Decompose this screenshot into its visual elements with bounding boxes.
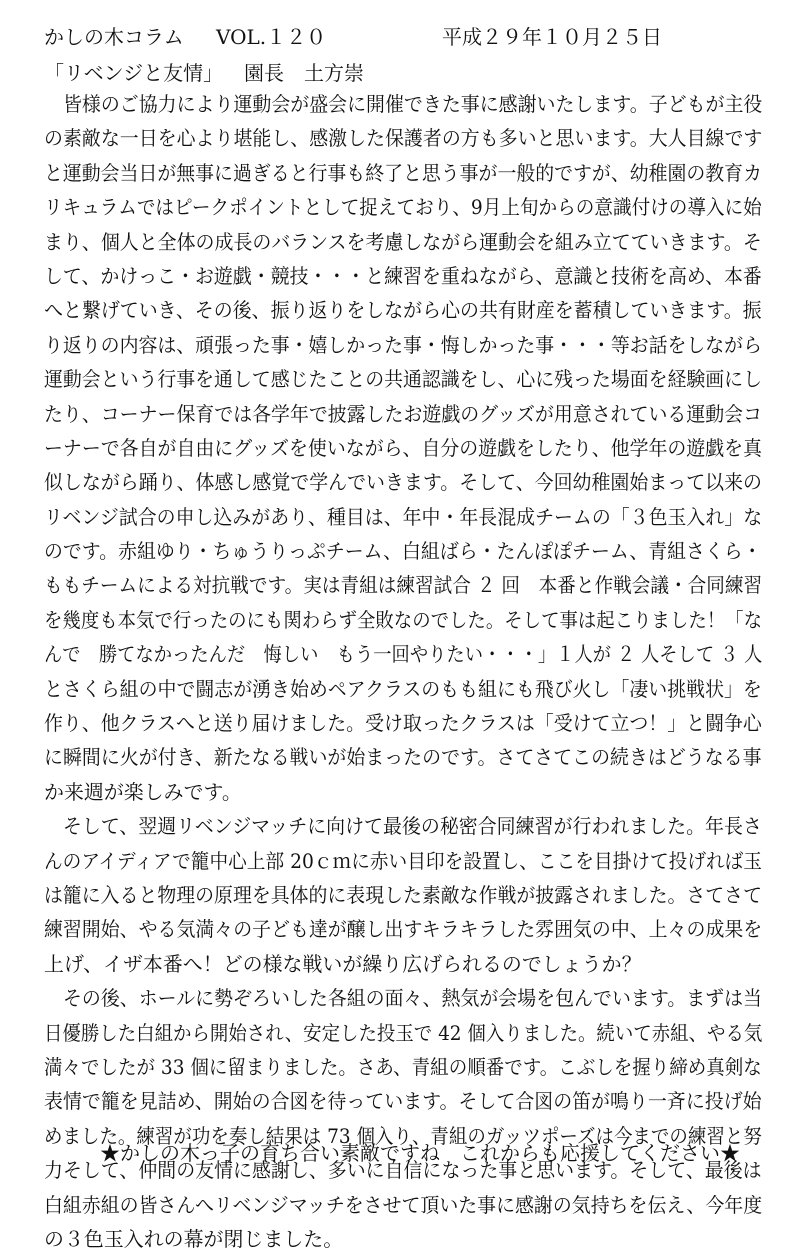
publication-date: 平成２９年１０月２５日	[442, 25, 662, 49]
body-line: めました。練習が功を奏し結果は 73 個入り、青組のガッツポーズは今までの練習と努	[44, 1123, 762, 1148]
body-line: ももチームによる対抗戦です。実は青組は練習試合 ２ 回 本番と作戦会議・合同練習	[44, 573, 763, 598]
article-title: 「リベンジと友情」	[44, 61, 224, 85]
body-line: リベンジ試合の申し込みがあり、種目は、年中・年長混成チームの「３色玉入れ」な	[44, 504, 763, 529]
body-line: に瞬間に火が付き、新たなる戦いが始まったのです。さてさてこの続きはどうなる事	[44, 745, 762, 770]
body-line: の３色玉入れの幕が閉じました。	[44, 1226, 344, 1251]
article-author: 園長 土方崇	[244, 61, 364, 85]
body-line: 似しながら踊り、体感し感覚で学んでいきます。そして、今回幼稚園始まって以来の	[44, 470, 762, 495]
body-line: たり、コーナー保育では各学年で披露したお遊戯のグッズが用意されている運動会コ	[44, 401, 763, 426]
article-body	[44, 87, 764, 1256]
body-line: へと繋げていき、その後、振り返りをしながら心の共有財産を蓄積していきます。振	[44, 298, 762, 323]
body-line: を幾度も本気で行ったのにも関わらず全敗なのでした。そして事は起こりました！「な	[44, 607, 762, 632]
body-line: リキュラムではピークポイントとして捉えており、9月上旬からの意識付けの導入に始	[44, 195, 762, 220]
body-line: んで 勝てなかったんだ 悔しい もう一回やりたい・・・」１人が ２ 人そして ３ 人	[44, 642, 763, 667]
body-line: 表情で籠を見詰め、開始の合図を待っています。そして合図の笛が鳴り一斉に投げ始	[44, 1089, 762, 1114]
volume-number: VOL.１２０	[216, 25, 327, 49]
body-line: その後、ホールに勢ぞろいした各組の面々、熱気が会場を包んでいます。まずは当	[44, 986, 762, 1011]
closing-message: ★かしの木っ子の育ち合い素敵ですね これからも応援してください★	[100, 1141, 740, 1165]
body-line: 白組赤組の皆さんへリベンジマッチをさせて頂いた事に感謝の気持ちを伝え、今年度	[44, 1192, 763, 1217]
body-line: のです。赤組ゆり・ちゅうりっぷチーム、白組ばら・たんぽぽチーム、青組さくら・	[44, 539, 762, 564]
body-line: 日優勝した白組から開始され、安定した投玉で 42 個入りました。続いて赤組、やる気	[44, 1020, 763, 1045]
body-line: 練習開始、やる気満々の子ども達が醸し出すキラキラした雰囲気の中、上々の成果を	[44, 917, 763, 942]
body-line: して、かけっこ・お遊戯・競技・・・と練習を重ねながら、意識と技術を高め、本番	[44, 263, 762, 288]
column-name: かしの木コラム	[44, 25, 184, 49]
body-line: 作り、他クラスへと送り届けました。受け取ったクラスは「受けて立つ！」と闘争心	[44, 711, 762, 736]
body-line: とさくら組の中で闘志が湧き始めペアクラスのもも組にも飛び火し「凄い挑戦状」を	[44, 676, 762, 701]
body-line: の素敵な一日を心より堪能し、感激した保護者の方も多いと思います。大人目線です	[44, 126, 763, 151]
body-line: か来週が楽しみです。	[44, 779, 242, 804]
body-line: まり、個人と全体の成長のバランスを考慮しながら運動会を組み立てていきます。そ	[44, 229, 762, 254]
body-line: と運動会当日が無事に過ぎると行事も終了と思う事が一般的ですが、幼稚園の教育カ	[44, 160, 762, 185]
body-line: り返りの内容は、頑張った事・嬉しかった事・悔しかった事・・・等お話をしながら	[44, 332, 762, 357]
body-line: 運動会という行事を通して感じたことの共通認識をし、心に残った場面を経験画にし	[44, 367, 762, 392]
body-line: そして、翌週リベンジマッチに向けて最後の秘密合同練習が行われました。年長さ	[44, 814, 762, 839]
body-line: んのアイディアで籠中心上部 20ｃｍに赤い目印を設置し、ここを目掛けて投げれば玉	[44, 848, 763, 873]
body-line: 皆様のご協力により運動会が盛会に開催できた事に感謝いたします。子どもが主役	[44, 92, 763, 116]
body-line: 満々でしたが 33 個に留まりました。さあ、青組の順番です。こぶしを握り締め真剣な	[44, 1054, 762, 1079]
body-line: は籠に入ると物理の原理を具体的に表現した素敵な作戦が披露されました。さてさて	[44, 882, 762, 907]
body-line: 力そして、仲間の友情に感謝し、多いに自信になった事と思います。そして、最後は	[44, 1158, 762, 1183]
column-header	[44, 22, 764, 52]
body-line: ーナーで各自が自由にグッズを使いながら、自分の遊戯をしたり、他学年の遊戯を真	[44, 435, 763, 460]
body-line: 上げ、イザ本番へ！どの様な戦いが繰り広げられるのでしょうか？	[44, 951, 642, 976]
